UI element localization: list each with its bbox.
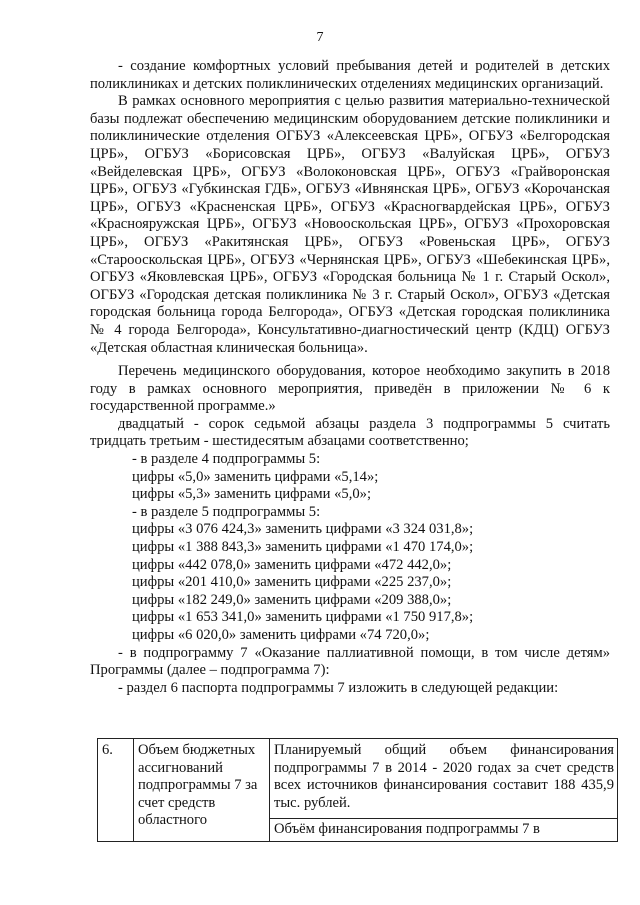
edit-line: цифры «5,0» заменить цифрами «5,14»; [132, 468, 379, 485]
edit-line: цифры «1 653 341,0» заменить цифрами «1 750 917,8»; [132, 609, 474, 626]
paragraph: - раздел 6 паспорта подпрограммы 7 изложить в следующей редакции: [118, 679, 559, 696]
row-name: Объем бюджетных ассигнований подпрограммы 7 за счет средств областного [134, 739, 270, 842]
edit-line: цифры «3 076 424,3» заменить цифрами «3 324 031,8»; [132, 521, 474, 538]
paragraph: - создание комфортных условий пребывания детей и родителей в детских поликлиниках и детских поликлинических отделениях медицинских организаций. [90, 58, 610, 92]
paragraph: двадцатый - сорок седьмой абзацы раздела 3 подпрограммы 5 считать тридцать третьим - шестидесятым абзацами соответственно; [90, 415, 610, 450]
edit-line: цифры «201 410,0» заменить цифрами «225 237,0»; [132, 574, 452, 591]
row-number: 6. [98, 739, 134, 842]
financing-text: Планируемый общий объем финансирования подпрограммы 7 в 2014 - 2020 годах за счет средств всех источников финансирования составит 188 435,9 тыс. рублей. [274, 742, 614, 811]
edit-line: цифры «1 388 843,3» заменить цифрами «1 470 174,0»; [132, 539, 474, 556]
paragraph: Перечень медицинского оборудования, которое необходимо закупить в 2018 году в рамках основного мероприятия, приведён в приложении № 6 к государственной программе.» [90, 363, 610, 415]
table-row [98, 739, 618, 842]
edit-line: цифры «5,3» заменить цифрами «5,0»; [132, 486, 372, 503]
edit-line: цифры «182 249,0» заменить цифрами «209 388,0»; [132, 591, 452, 608]
document-body [90, 58, 610, 697]
edit-line: - в разделе 4 подпрограммы 5: [132, 451, 321, 468]
edit-line: цифры «442 078,0» заменить цифрами «472 442,0»; [132, 556, 452, 573]
financing-text-continued: Объём финансирования подпрограммы 7 в [270, 818, 617, 839]
passport-table [97, 738, 618, 842]
paragraph: - в подпрограмму 7 «Оказание паллиативной помощи, в том числе детям» Программы (далее – подпрограмма 7): [90, 644, 610, 679]
paragraph: В рамках основного мероприятия с целью развития материально-технической базы подлежат обеспечению медицинским оборудованием детские поликлиники и поликлинические отделения ОГБУЗ «Алексеевская ЦРБ», ОГБУЗ «Белгородская ЦРБ», ОГБУЗ «Борисовская ЦРБ», ОГБУЗ «Валуйская ЦРБ», ОГБУЗ «Вейделевская ЦРБ», ОГБУЗ «Волоконовская ЦРБ», ОГБУЗ «Грайворонская ЦРБ», ОГБУЗ «Губкинская ГДБ», ОГБУЗ «Ивнянская ЦРБ», ОГБУЗ «Корочанская ЦРБ», ОГБУЗ «Красненская ЦРБ», ОГБУЗ «Красногвардейская ЦРБ», ОГБУЗ «Краснояружская ЦРБ», ОГБУЗ «Новооскольская ЦРБ», ОГБУЗ «Прохоровская ЦРБ», ОГБУЗ «Ракитянская ЦРБ», ОГБУЗ «Ровеньская ЦРБ», ОГБУЗ «Старооскольская ЦРБ», ОГБУЗ «Чернянская ЦРБ», ОГБУЗ «Шебекинская ЦРБ», ОГБУЗ «Яковлевская ЦРБ», ОГБУЗ «Городская больница № 1 г. Старый Оскол», ОГБУЗ «Городская детская поликлиника № 3 г. Старый Оскол», ОГБУЗ «Детская городская больница города Белгорода», ОГБУЗ «Детская городская поликлиника № 4 города Белгорода», Консультативно-диагностический центр (КДЦ) ОГБУЗ «Детская областная клиническая больница». [90, 93, 610, 356]
row-text [270, 739, 618, 842]
edit-line: - в разделе 5 подпрограммы 5: [132, 503, 321, 520]
edit-line: цифры «6 020,0» заменить цифрами «74 720,0»; [132, 627, 430, 643]
page-number: 7 [316, 30, 324, 45]
